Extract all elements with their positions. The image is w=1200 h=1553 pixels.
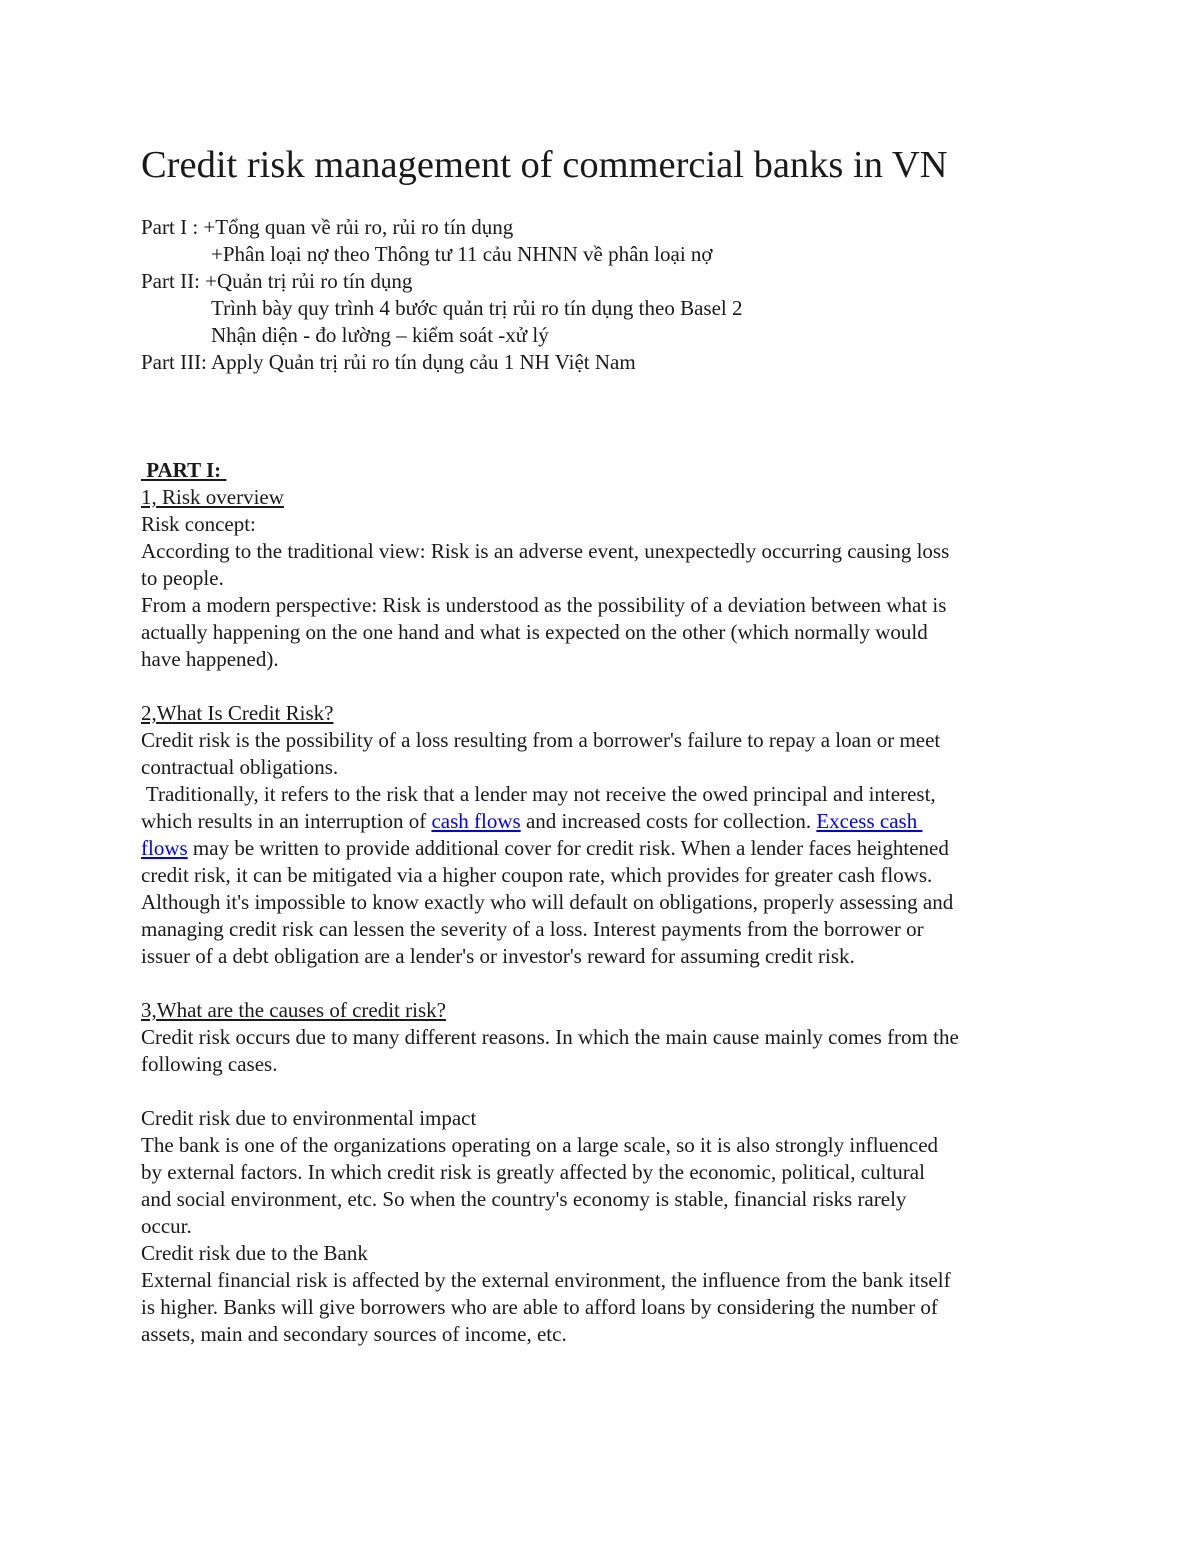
modern-view-line3: have happened). [141, 647, 279, 671]
document-title: Credit risk management of commercial banks in VN [141, 144, 948, 186]
section1-heading: 1, Risk overview [141, 485, 284, 509]
outline-part2-line2: Trình bày quy trình 4 bước quản trị rủi ro tín dụng theo Basel 2 [211, 296, 743, 320]
outline-part1-row1 [141, 214, 1071, 241]
outline-part1-line2: +Phân loại nợ theo Thông tư 11 cảu NHNN về phân loại nợ [211, 242, 713, 266]
part1-body [141, 457, 1071, 1348]
section1-heading-line [141, 484, 1071, 511]
credit-risk-def-line8: managing credit risk can lessen the severity of a loss. Interest payments from the borrower or [141, 917, 924, 941]
environment-heading: Credit risk due to environmental impact [141, 1106, 477, 1130]
section2-heading: 2,What Is Credit Risk? [141, 701, 334, 725]
outline-part2-row1 [141, 268, 1071, 295]
outline-part2-row2 [141, 295, 1071, 322]
part1-heading: PART I: [141, 458, 227, 482]
spacer [141, 1078, 1071, 1105]
outline-part1-line1: +Tổng quan về rủi ro, rủi ro tín dụng [203, 215, 514, 239]
line5-text: may be written to provide additional cover for credit risk. When a lender faces heightened [187, 836, 949, 860]
spacer [141, 673, 1071, 700]
outline-part1-label: Part I : [141, 215, 204, 239]
bank-line2: is higher. Banks will give borrowers who are able to afford loans by considering the number of [141, 1295, 938, 1319]
outline-part2-line3: Nhận diện - đo lường – kiểm soát -xử lý [211, 323, 549, 347]
outline [141, 214, 1071, 376]
environment-line1: The bank is one of the organizations operating on a large scale, so it is also strongly influenced [141, 1133, 939, 1157]
section3-heading: 3,What are the causes of credit risk? [141, 998, 446, 1022]
credit-risk-def-line1: Credit risk is the possibility of a loss resulting from a borrower's failure to repay a loan or meet [141, 728, 941, 752]
modern-view-line1: From a modern perspective: Risk is understood as the possibility of a deviation between what is [141, 593, 947, 617]
credit-risk-def-line7: Although it's impossible to know exactly who will default on obligations, properly assessing and [141, 890, 954, 914]
environment-line2: by external factors. In which credit risk is greatly affected by the economic, political, cultural [141, 1160, 925, 1184]
excess-cash-flows-link-cont[interactable]: flows [141, 836, 188, 860]
line4-text-b: and increased costs for collection. [520, 809, 817, 833]
part1-heading-line [141, 457, 1071, 484]
line4-text-a: which results in an interruption of [141, 809, 432, 833]
outline-part3-row [141, 349, 1071, 376]
bank-line3: assets, main and secondary sources of income, etc. [141, 1322, 567, 1346]
outline-part1-row2 [141, 241, 1071, 268]
risk-concept-label: Risk concept: [141, 512, 256, 536]
outline-part2-row3 [141, 322, 1071, 349]
modern-view-line2: actually happening on the one hand and what is expected on the other (which normally would [141, 620, 928, 644]
credit-risk-def-line4 [141, 808, 1071, 835]
section3-heading-line [141, 997, 1071, 1024]
environment-line3: and social environment, etc. So when the country's economy is stable, financial risks rarely [141, 1187, 907, 1211]
outline-part3: Part III: Apply Quản trị rủi ro tín dụng cảu 1 NH Việt Nam [141, 350, 636, 374]
excess-cash-flows-link[interactable]: Excess cash [816, 809, 923, 833]
traditional-view-line2: to people. [141, 566, 224, 590]
causes-line2: following cases. [141, 1052, 278, 1076]
traditional-view-line1: According to the traditional view: Risk is an adverse event, unexpectedly occurring causing loss [141, 539, 950, 563]
environment-line4: occur. [141, 1214, 192, 1238]
credit-risk-def-line6: credit risk, it can be mitigated via a higher coupon rate, which provides for greater cash flows. [141, 863, 933, 887]
outline-part2-line1: +Quản trị rủi ro tín dụng [205, 269, 413, 293]
credit-risk-def-line3: Traditionally, it refers to the risk that a lender may not receive the owed principal and interest, [141, 782, 936, 806]
credit-risk-def-line5 [141, 835, 1071, 862]
spacer [141, 970, 1071, 997]
section2-heading-line [141, 700, 1071, 727]
causes-line1: Credit risk occurs due to many different reasons. In which the main cause mainly comes from the [141, 1025, 959, 1049]
cash-flows-link[interactable]: cash flows [431, 809, 521, 833]
outline-part2-label: Part II: [141, 269, 206, 293]
credit-risk-def-line9: issuer of a debt obligation are a lender's or investor's reward for assuming credit risk. [141, 944, 855, 968]
credit-risk-def-line2: contractual obligations. [141, 755, 339, 779]
bank-heading: Credit risk due to the Bank [141, 1241, 368, 1265]
bank-line1: External financial risk is affected by the external environment, the influence from the bank itself [141, 1268, 951, 1292]
